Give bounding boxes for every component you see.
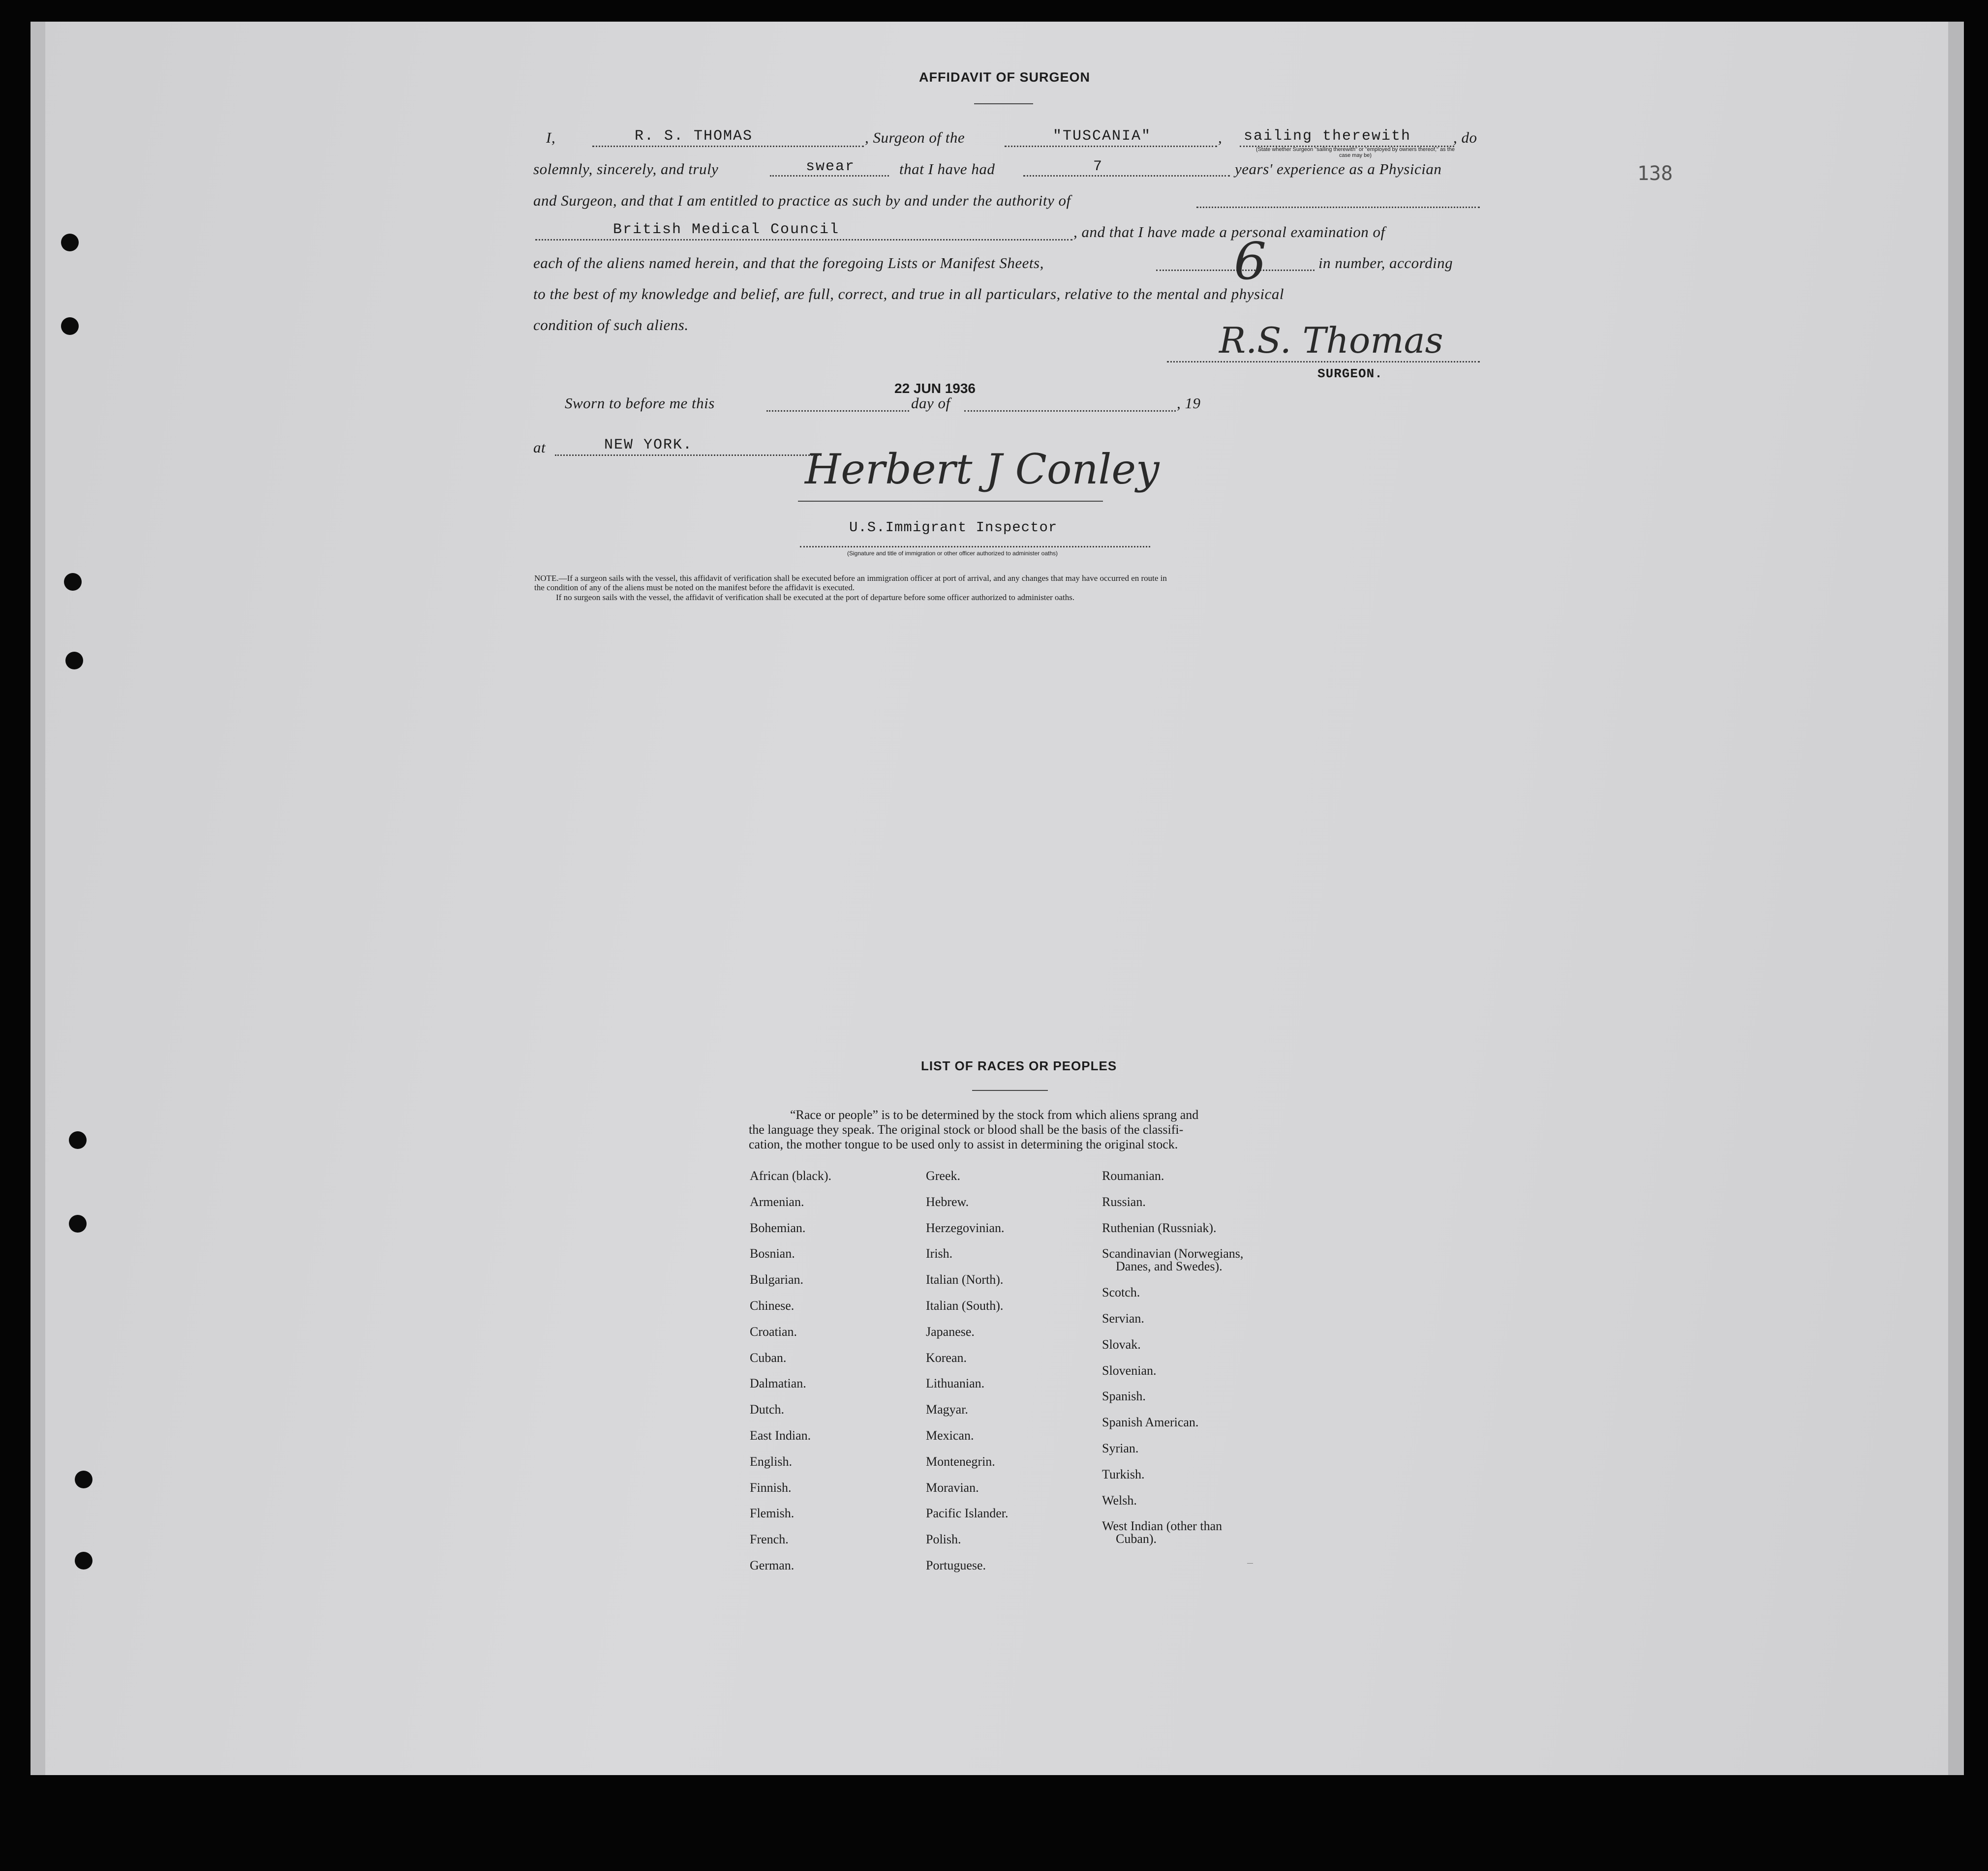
surgeon-name-field: R. S. THOMAS — [635, 128, 753, 145]
race-list-item: Cuban. — [750, 1351, 787, 1365]
years-field: 7 — [1093, 158, 1103, 175]
punch-hole — [69, 1215, 87, 1233]
affidavit-text: , Surgeon of the — [865, 129, 965, 146]
note-line: the condition of any of the aliens must be noted on the manifest before the affidavit is executed. — [534, 583, 855, 592]
authority-field: British Medical Council — [613, 221, 840, 238]
fill-line — [592, 146, 864, 147]
affidavit-title: AFFIDAVIT OF SURGEON — [919, 70, 1090, 85]
date-stamp: 22 JUN 1936 — [894, 381, 976, 396]
title-rule — [974, 103, 1033, 104]
races-intro: the language they speak. The original stock or blood shall be the basis of the classifi- — [749, 1122, 1184, 1137]
race-list-item: Scandinavian (Norwegians, — [1102, 1246, 1244, 1261]
race-list-item: Scotch. — [1102, 1285, 1140, 1299]
punch-hole — [65, 652, 83, 669]
race-list-item: Chinese. — [750, 1298, 795, 1313]
sailing-status-field: sailing therewith — [1244, 128, 1411, 145]
race-list-item: Magyar. — [926, 1402, 968, 1417]
affidavit-text: solemnly, sincerely, and truly — [533, 160, 719, 178]
signature-line — [800, 546, 1150, 547]
inspector-signature: Herbert J Conley — [805, 445, 1160, 493]
page-left-edge — [31, 22, 45, 1775]
race-list-item: Spanish American. — [1102, 1415, 1199, 1429]
fill-line — [535, 239, 1072, 241]
race-list-item: Armenian. — [750, 1195, 804, 1209]
affidavit-text: Sworn to before me this — [565, 394, 715, 412]
race-list-item: Greek. — [926, 1169, 961, 1183]
inspector-title: U.S.Immigrant Inspector — [849, 519, 1058, 536]
race-list-item: Portuguese. — [926, 1558, 986, 1572]
punch-hole — [75, 1552, 92, 1569]
race-list-item: Lithuanian. — [926, 1376, 985, 1390]
race-list-item: Bulgarian. — [750, 1272, 804, 1287]
affidavit-text: condition of such aliens. — [533, 316, 689, 333]
title-rule — [972, 1090, 1048, 1091]
race-list-item: Irish. — [926, 1246, 953, 1261]
fill-line — [555, 454, 822, 456]
affidavit-text: that I have had — [899, 160, 995, 178]
race-list-item: Roumanian. — [1102, 1169, 1164, 1183]
punch-hole — [61, 234, 79, 251]
race-list-item: Ruthenian (Russniak). — [1102, 1221, 1217, 1235]
affidavit-text: in number, according — [1318, 254, 1453, 272]
affidavit-text: , do — [1453, 129, 1477, 146]
affidavit-text: , — [1218, 129, 1223, 146]
races-intro: “Race or people” is to be determined by the stock from which aliens sprang and — [790, 1108, 1199, 1122]
race-list-item: German. — [750, 1558, 795, 1572]
fill-line — [770, 175, 889, 177]
affidavit-text: , and that I have made a personal examination of — [1073, 223, 1385, 241]
page-number: 138 — [1637, 162, 1673, 185]
affidavit-text: I, — [546, 129, 556, 146]
sheets-count-handwritten: 6 — [1234, 231, 1267, 291]
fill-line — [766, 410, 909, 412]
race-list-item: West Indian (other than — [1102, 1519, 1223, 1533]
race-list-item: English. — [750, 1454, 792, 1469]
race-list-item: Korean. — [926, 1351, 967, 1365]
race-list-item: Polish. — [926, 1532, 961, 1546]
sailing-hint: (State whether Surgeon "sailing therewith" or "employed by owners thereof," as the case may be) — [1256, 147, 1455, 158]
race-list-item: Dalmatian. — [750, 1376, 806, 1390]
race-list-item: Spanish. — [1102, 1389, 1146, 1403]
fill-line — [1023, 175, 1230, 177]
race-list-item: Slovak. — [1102, 1337, 1141, 1352]
signature-line — [798, 501, 1103, 502]
affidavit-text: at — [533, 439, 546, 456]
race-list-item: Hebrew. — [926, 1195, 969, 1209]
race-list-item: Danes, and Swedes). — [1116, 1259, 1223, 1273]
race-list-item: Servian. — [1102, 1311, 1144, 1326]
oath-field: swear — [806, 158, 856, 175]
race-list-item: Bohemian. — [750, 1221, 806, 1235]
race-list-item: East Indian. — [750, 1428, 811, 1443]
affidavit-text: years' experience as a Physician — [1235, 160, 1442, 178]
form-code-mark: — — [1247, 1559, 1253, 1566]
race-list-item: French. — [750, 1532, 789, 1546]
race-list-item: Russian. — [1102, 1195, 1146, 1209]
signature-line — [1167, 361, 1480, 362]
race-list-item: Japanese. — [926, 1325, 975, 1339]
punch-hole — [64, 573, 82, 591]
races-title: LIST OF RACES OR PEOPLES — [921, 1058, 1117, 1073]
page-right-edge — [1948, 22, 1964, 1775]
affidavit-text: , 19 — [1177, 394, 1201, 412]
fill-line — [1005, 146, 1217, 147]
note-line: If no surgeon sails with the vessel, the affidavit of verification shall be executed at the port of departure before some officer authorized to administer oaths. — [556, 593, 1075, 602]
punch-hole — [61, 317, 79, 335]
race-list-item: Syrian. — [1102, 1441, 1139, 1455]
race-list-item: Pacific Islander. — [926, 1506, 1009, 1520]
race-list-item: Cuban). — [1116, 1532, 1157, 1546]
race-list-item: Bosnian. — [750, 1246, 795, 1261]
race-list-item: African (black). — [750, 1169, 832, 1183]
affidavit-text: and Surgeon, and that I am entitled to practice as such by and under the authority of — [533, 192, 1071, 209]
race-list-item: Dutch. — [750, 1402, 785, 1417]
affidavit-text: each of the aliens named herein, and that the foregoing Lists or Manifest Sheets, — [533, 254, 1044, 272]
race-list-item: Turkish. — [1102, 1467, 1145, 1481]
race-list-item: Italian (North). — [926, 1272, 1004, 1287]
surgeon-label: SURGEON. — [1317, 366, 1383, 381]
note-line: NOTE.—If a surgeon sails with the vessel, this affidavit of verification shall be executed before an immigration officer at port of arrival, and any changes that may have occurred en route in — [534, 573, 1167, 583]
fill-line — [1196, 207, 1480, 208]
race-list-item: Welsh. — [1102, 1493, 1137, 1508]
races-intro: cation, the mother tongue to be used only to assist in determining the original stock. — [749, 1137, 1178, 1151]
race-list-item: Italian (South). — [926, 1298, 1004, 1313]
race-list-item: Montenegrin. — [926, 1454, 995, 1469]
place-field: NEW YORK. — [604, 437, 693, 453]
race-list-item: Croatian. — [750, 1325, 797, 1339]
fill-line — [964, 410, 1176, 412]
race-list-item: Mexican. — [926, 1428, 974, 1443]
vessel-name-field: "TUSCANIA" — [1053, 128, 1152, 145]
affidavit-text: to the best of my knowledge and belief, are full, correct, and true in all particulars, relative to the mental and physical — [533, 285, 1284, 302]
surgeon-signature: R.S. Thomas — [1219, 320, 1443, 361]
punch-hole — [69, 1131, 87, 1149]
race-list-item: Herzegovinian. — [926, 1221, 1005, 1235]
race-list-item: Finnish. — [750, 1480, 792, 1495]
race-list-item: Moravian. — [926, 1480, 979, 1495]
inspector-hint: (Signature and title of immigration or other officer authorized to administer oaths) — [847, 550, 1058, 557]
race-list-item: Flemish. — [750, 1506, 795, 1520]
race-list-item: Slovenian. — [1102, 1363, 1157, 1378]
affidavit-text: day of — [911, 394, 950, 412]
punch-hole — [75, 1471, 92, 1488]
